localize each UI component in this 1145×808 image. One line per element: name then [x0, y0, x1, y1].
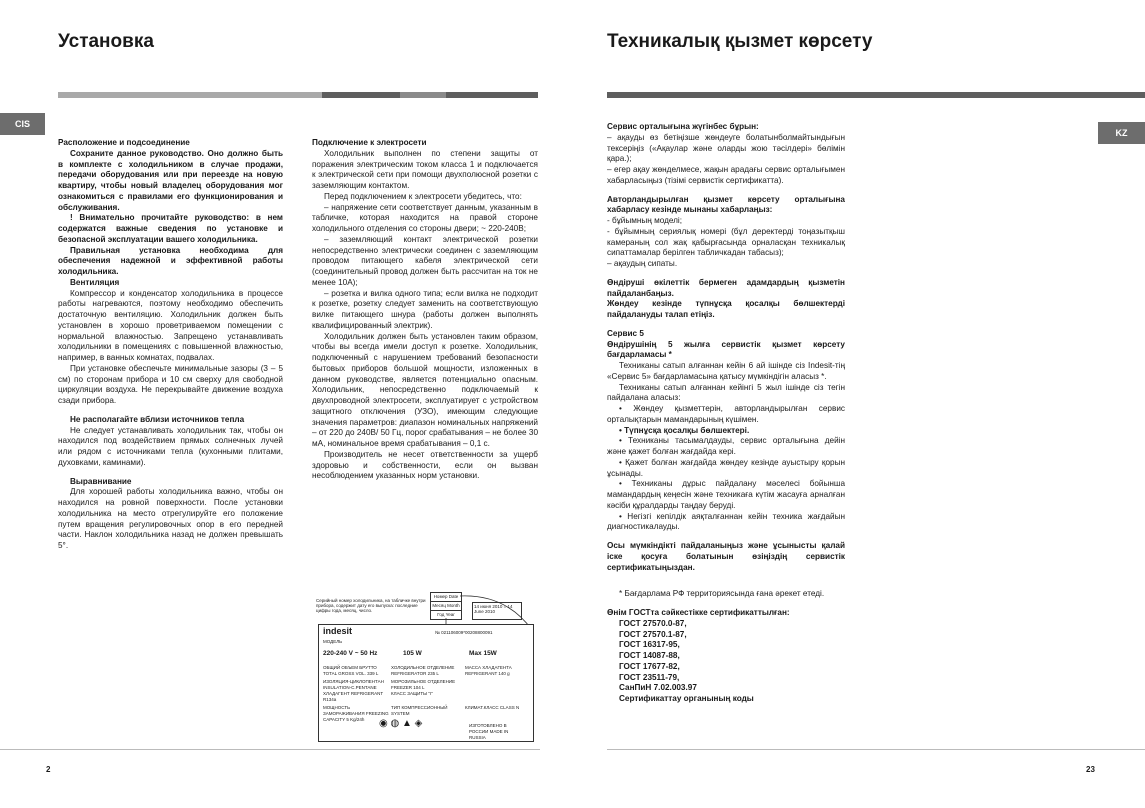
- right-col-paragraph: ГОСТ 27570.1-87,: [619, 629, 687, 639]
- right-col-paragraph: ГОСТ 23511-79,: [619, 672, 680, 682]
- right-col-paragraph: Өндірушінің 5 жылға сервистік қызмет көрсету бағдарламасы *: [607, 339, 845, 360]
- left-footer-rule: [0, 749, 540, 750]
- certification-icons: ◉ ◍ ▲ ◈: [379, 718, 423, 729]
- left-page-title: Установка: [58, 31, 154, 52]
- plate-voltage: 220-240 V ~ 50 Hz: [323, 650, 378, 657]
- right-col-paragraph: Техниканы сатып алғаннан кейін 6 ай ішінде сіз Indesit-тің «Сервис 5» бағдарламасына қатысу мүмкіндігін аласыз *.: [607, 361, 845, 381]
- left-col2-paragraph: – заземляющий контакт электрической розетки непосредственно электрически соединен с заземляющим проводом питающего кабеля электрической сети (соединительный провод должен быть рассчитан на ток не менее 10А);: [312, 234, 538, 287]
- right-col-paragraph: – ақаудың сипаты.: [607, 259, 678, 268]
- left-col1-paragraph: ! Внимательно прочитайте руководство: в нем содержатся важные сведения по установке и безопасной эксплуатации вашего холодильника.: [58, 213, 283, 244]
- plate-note: Серийный номер холодильника, на табличке внутри прибора, содержит дату его выпуска: последние цифры года, месяц, число.: [316, 598, 426, 613]
- plate-freezing-capacity: МОЩНОСТЬ ЗАМОРАЖИВАНИЯ FREEZING CAPACITY 5 Kg/24h: [323, 705, 389, 722]
- left-col1-paragraph: При установке обеспечьте минимальные зазоры (3 – 5 см) по сторонам прибора и 10 см сверху для свободной циркуляции воздуха. Не перекрывайте движение воздуха сзади прибора.: [58, 363, 283, 405]
- right-col-paragraph: [607, 573, 845, 581]
- plate-power: 105 W: [403, 650, 422, 657]
- right-column: [607, 122, 845, 705]
- right-page-number: 23: [1086, 765, 1095, 774]
- right-col-paragraph: • Түпнұсқа қосалқы бөлшектері.: [619, 425, 750, 435]
- left-col1-paragraph: Сохраните данное руководство. Оно должно быть в комплекте с холодильником в случае продажи, передачи оборудования или при переезде на новую квартиру, чтобы новый владелец оборудования мог ознакомиться с правилами его функционирования и обслуживания.: [58, 148, 283, 212]
- plate-made-in: ИЗГОТОВЛЕНО В РОССИИ MADE IN RUSSIA: [469, 723, 509, 740]
- header-rule-light: [58, 92, 322, 98]
- left-col2-paragraph: Холодильник выполнен по степени защиты от поражения электрическим током класса 1 и подключается к электрической сети при помощи двухполюсной розетки с заземляющим контактом.: [312, 148, 538, 190]
- right-header-rule: [607, 92, 1145, 98]
- plate-refrigerator: ХОЛОДИЛЬНОЕ ОТДЕЛЕНИЕ REFRIGERATOR 235 L: [391, 665, 455, 676]
- left-column-1: [58, 138, 283, 552]
- header-rule-mid: [400, 92, 446, 98]
- plate-date-note: 14 июня 2010 = 14 June 2010: [472, 602, 522, 620]
- left-col2-paragraph: – напряжение сети соответствует данным, указанным в табличке, которая находится на правой стороне холодильного отделения со стороны двери; ~ 220-240В;: [312, 202, 538, 233]
- right-col-paragraph: Өнім ГОСТта сәйкестікке сертификаттылған:: [607, 608, 790, 617]
- right-col-paragraph: – ақауды өз бетіңізше жөндеуге болатынболмайтындығын тексеріңіз («Ақаулар және оларды жою тәсілдері» бөлімін қара.);: [607, 132, 845, 164]
- plate-serial: № 021106009*00208800091: [435, 630, 493, 635]
- plate-gross-volume: ОБЩИЙ ОБЪЕМ БРУТТО TOTAL GROSS VOL. 339 L: [323, 665, 379, 676]
- plate-year-box: Год Year: [430, 610, 462, 620]
- plate-refrigerant-mass: МАССА ХЛАДАГЕНТА REFRIGERANT 140 g: [465, 665, 512, 676]
- left-col2-paragraph: Перед подключением к электросети убедитесь, что:: [324, 191, 522, 201]
- plate-freezer: МОРОЗИЛЬНОЕ ОТДЕЛЕНИЕ FREEZER 104 L: [391, 679, 456, 690]
- right-col-paragraph: • Техниканы тасымалдауды, сервис орталығына дейін және қажет болған жағдайда кері.: [607, 436, 845, 456]
- right-col-paragraph: ГОСТ 14087-88,: [619, 651, 680, 660]
- left-col2-paragraph: Производитель не несет ответственности за ущерб здоровью и собственности, если он вызван несоблюдением указанных норм установки.: [312, 449, 538, 481]
- right-page-title: Техникалық қызмет көрсету: [607, 31, 873, 52]
- right-col-paragraph: • Қажет болған жағдайда жөндеу кезінде ауыстыру қорын ұсынады.: [607, 457, 845, 478]
- plate-model-label: МОДЕЛЬ: [323, 639, 343, 644]
- header-rule-dark-2: [446, 92, 538, 98]
- right-col-paragraph: • Негізгі кепілдік аяқталғаннан кейін техника жағдайын диагностикалауды.: [607, 511, 845, 532]
- header-rule-dark: [322, 92, 400, 98]
- right-col-paragraph: Сервис 5: [607, 328, 644, 338]
- left-col1-paragraph: Расположение и подсоединение: [58, 138, 190, 147]
- plate-insulation: ИЗОЛЯЦИЯ-ЦИКЛОПЕНТАН INSULATION-C.PENTANE: [323, 679, 384, 690]
- lang-tab-kz: KZ: [1098, 122, 1145, 144]
- right-col-paragraph: - бұйымның сериялық номері (бұл деректерді тоңазытқыш камераның сол жақ қабырғасында орналасқан техникалық сипаттамалар берілген табличкадан табасыз);: [607, 226, 845, 258]
- right-col-paragraph: [607, 187, 845, 195]
- left-page-number: 2: [46, 765, 51, 774]
- right-col-paragraph: • Техниканы дұрыс пайдалану мәселесі бойынша мамандардың кеңесін және техникаға күтім жасауға арналған кәсіби құралдарды таңдау беруді.: [607, 479, 845, 510]
- right-col-paragraph: - бұйымның моделі;: [607, 216, 683, 225]
- right-col-paragraph: * Бағдарлама РФ территориясында ғана әрекет етеді.: [619, 589, 825, 599]
- right-col-paragraph: • Жөндеу қызметтерін, авторландырылған сервис орталықтарын мамандарының күшімен.: [607, 404, 845, 424]
- left-col1-paragraph: [58, 407, 283, 415]
- left-col1-paragraph: Не располагайте вблизи источников тепла: [70, 414, 245, 424]
- right-col-paragraph: ГОСТ 16317-95,: [619, 640, 680, 650]
- right-col-paragraph: ГОСТ 27570.0-87,: [619, 618, 687, 628]
- rating-plate-figure: [316, 592, 538, 744]
- left-col1-paragraph: [58, 469, 283, 477]
- lang-tab-cis: CIS: [0, 113, 45, 135]
- plate-climate-class: КЛИМАТ.КЛАСС CLASS N: [465, 705, 520, 710]
- left-col1-paragraph: Правильная установка необходима для обеспечения надежной и эффективной работы холодильника.: [58, 245, 283, 276]
- plate-brand-logo: indesit: [323, 626, 353, 636]
- left-col2-paragraph: – розетка и вилка одного типа; если вилка не подходит к розетке, розетку следует заменить на соответствующую вилке питающего шнура (работы должен выполнять квалифицированный электрик).: [312, 288, 538, 330]
- right-col-paragraph: Авторландырылған қызмет көрсету орталығына хабарласу кезінде мынаны хабарлаңыз:: [607, 194, 845, 215]
- right-col-paragraph: Сервис орталығына жүгінбес бұрын:: [607, 122, 759, 131]
- left-col1-paragraph: Не следует устанавливать холодильник так, чтобы он находился под воздействием прямых солнечных лучей или рядом с источниками тепла (кухонными плитами, духовками, каминами).: [58, 425, 283, 467]
- right-col-paragraph: [607, 581, 845, 589]
- right-col-paragraph: [607, 533, 845, 541]
- right-col-paragraph: ГОСТ 17677-82,: [619, 661, 680, 671]
- plate-date-box: Номер Date: [430, 592, 462, 602]
- plate-protection-class: КЛАСС ЗАЩИТЫ "I": [391, 691, 433, 696]
- right-col-paragraph: [607, 600, 845, 608]
- right-col-paragraph: Өндіруші өкілеттік бермеген адамдардың қызметін пайдаланбаңыз.: [607, 277, 845, 298]
- right-col-paragraph: [607, 270, 845, 278]
- left-col1-paragraph: Для хорошей работы холодильника важно, чтобы он находился на ровной поверхности. После установки холодильника на место отрегулируйте его положение путем вращения регулировочных опор в его передней части. Наклон холодильника назад не должен превышать 5°.: [58, 487, 283, 550]
- left-col2-paragraph: Подключение к электросети: [312, 138, 427, 147]
- right-col-paragraph: [607, 321, 845, 329]
- right-col-paragraph: СанПиН 7.02.003.97: [619, 683, 697, 693]
- plate-system: ТИП КОМПРЕССИОННЫЙ SYSTEM: [391, 705, 448, 716]
- right-col-paragraph: Сертификаттау органының коды: [619, 694, 754, 703]
- left-column-2: [312, 138, 538, 482]
- right-footer-rule: [607, 749, 1145, 750]
- plate-month-box: Месяц Month: [430, 601, 462, 611]
- left-col1-paragraph: Выравнивание: [70, 476, 132, 486]
- left-col1-paragraph: Вентиляция: [70, 277, 120, 287]
- left-col2-paragraph: Холодильник должен быть установлен таким образом, чтобы вы всегда имели доступ к розетке. Холодильник, подключенный с нарушением требований безопасности бытовых приборов большой мощности, изложенных в данном руководстве, является потенциально опасным. Холодильник, непосредственно подключаемый к двухпроводной электросети, эксплуатирует с устройством защитного отключения (УЗО), имеющим следующие значения параметров: диапазон номинальных напряжений – от 220 до 240В/ 50 Гц, порог срабатывания – не более 30 мА, номинальное время срабатывания – 0,1 с.: [312, 331, 538, 448]
- left-col1-paragraph: Компрессор и конденсатор холодильника в процессе работы нагреваются, поэтому необходимо обеспечить достаточную вентиляцию. Холодильник должен быть установлен в хорошо проветриваемом помещении с нормальной влажностью. Запрещено устанавливать холодильники в помещениях с повышенной влажностью, например, в ванных комнатах, подвалах.: [58, 288, 283, 362]
- plate-refrigerant: ХЛАДАГЕНТ REFRIGERANT R134a: [323, 691, 384, 702]
- plate-lamp: Max 15W: [469, 650, 497, 657]
- rating-plate: [318, 624, 534, 742]
- right-col-paragraph: Осы мүмкіндікті пайдаланыңыз және ұсынысты қалай іске қосуға болатынын өзіңіздің сервистік сертификатыңыздан.: [607, 541, 845, 572]
- right-col-paragraph: – егер ақау жөнделмесе, жақын арадағы сервис орталығымен хабарласыңыз (тізімі сервистік сертификатта).: [607, 165, 845, 185]
- right-col-paragraph: Жөндеу кезінде түпнұсқа қосалқы бөлшектерді пайдалануды талап етіңіз.: [607, 299, 845, 319]
- right-col-paragraph: Техниканы сатып алғаннан кейінгі 5 жыл ішінде сіз тегін пайдалана аласыз:: [607, 382, 845, 403]
